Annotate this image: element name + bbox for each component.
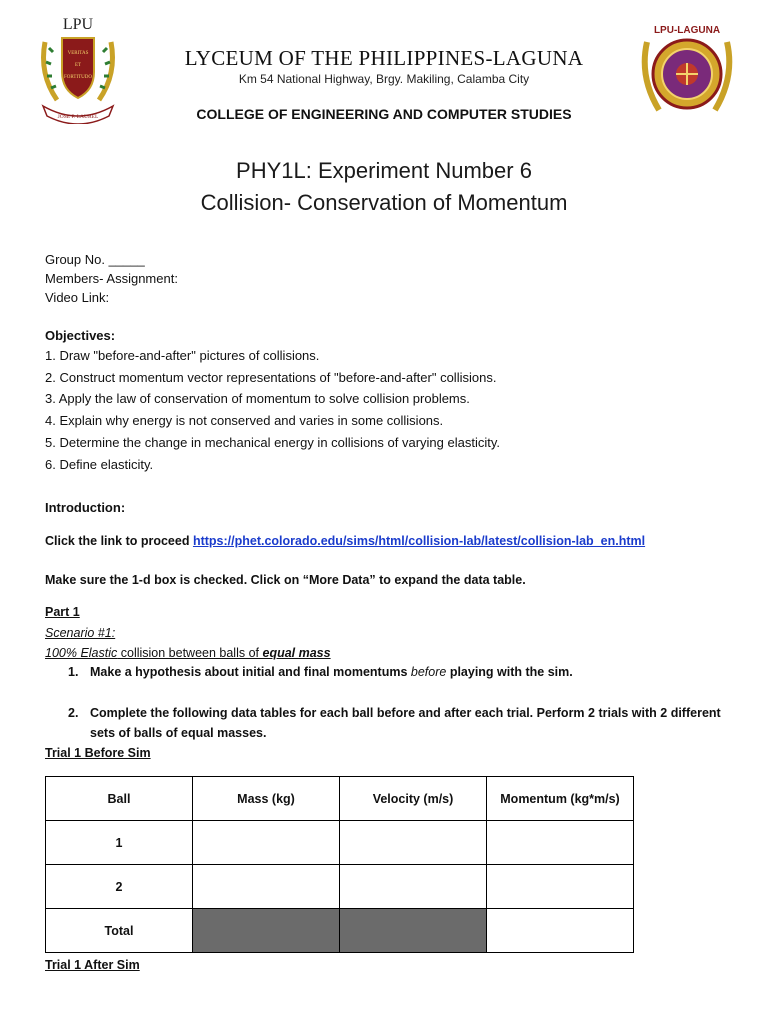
trial1-before-label: Trial 1 Before Sim: [45, 746, 151, 760]
step-number: 1.: [68, 665, 79, 679]
phet-simulation-link[interactable]: https://phet.colorado.edu/sims/html/collision-lab/latest/collision-lab_en.html: [192, 534, 646, 548]
cell-velocity[interactable]: [340, 821, 487, 865]
cell-velocity[interactable]: [340, 865, 487, 909]
cell-momentum[interactable]: [487, 865, 634, 909]
elastic-label: 100% Elastic: [45, 646, 118, 660]
lpu-laguna-logo-text: LPU-LAGUNA: [653, 25, 721, 36]
step-text: Make a hypothesis about initial and final momentums: [90, 665, 411, 679]
table-row: [46, 821, 634, 865]
step-number: 2.: [68, 706, 79, 720]
scenario-label: Scenario #1:: [45, 626, 116, 640]
table-row: [46, 865, 634, 909]
cell-shaded: [193, 909, 340, 953]
experiment-title: PHY1L: Experiment Number 6: [236, 158, 532, 183]
seal-ring-text: JOSE P. LAUREL: [57, 114, 99, 120]
cell-ball: 2: [46, 865, 193, 909]
seal-word-2: ET: [74, 63, 82, 68]
header-mass: Mass (kg): [193, 777, 340, 821]
objective-item: 3. Apply the law of conservation of momentum to solve collision problems.: [45, 391, 470, 406]
video-link-field: Video Link:: [45, 290, 110, 305]
objective-item: 6. Define elasticity.: [45, 457, 154, 472]
objective-item: 5. Determine the change in mechanical energy in collisions of varying elasticity.: [45, 435, 500, 450]
lpu-logo-text: LPU: [62, 16, 94, 33]
step-hypothesis: [90, 662, 730, 682]
desc-middle: collision between balls of: [117, 646, 263, 660]
step-complete-tables: Complete the following data tables for each ball before and after each trial. Perform 2 trials with 2 different sets of balls of equal masses.: [90, 706, 721, 740]
table-header-row: [46, 777, 634, 821]
cell-mass[interactable]: [193, 821, 340, 865]
cell-total-momentum[interactable]: [487, 909, 634, 953]
trial1-after-label: Trial 1 After Sim: [45, 958, 140, 972]
college-name: COLLEGE OF ENGINEERING AND COMPUTER STUDIES: [196, 106, 572, 122]
click-instruction: [45, 533, 645, 549]
introduction-heading: Introduction:: [45, 500, 126, 515]
data-table-note: Make sure the 1-d box is checked. Click on “More Data” to expand the data table.: [45, 573, 526, 587]
experiment-subtitle: Collision- Conservation of Momentum: [200, 190, 568, 215]
group-number-field: Group No. _____: [45, 252, 145, 267]
cell-shaded: [340, 909, 487, 953]
cell-momentum[interactable]: [487, 821, 634, 865]
cell-total-label: Total: [46, 909, 193, 953]
university-address: Km 54 National Highway, Brgy. Makiling, Calamba City: [238, 72, 530, 86]
header-momentum: Momentum (kg*m/s): [487, 777, 634, 821]
objective-item: 2. Construct momentum vector representations of "before-and-after" collisions.: [45, 370, 497, 385]
cell-ball: 1: [46, 821, 193, 865]
cell-mass[interactable]: [193, 865, 340, 909]
university-name: LYCEUM OF THE PHILIPPINES-LAGUNA: [184, 46, 584, 70]
equal-mass-label: equal mass: [262, 646, 331, 660]
step-emphasis: before: [410, 665, 447, 679]
objective-item: 1. Draw "before-and-after" pictures of collisions.: [45, 348, 320, 363]
members-assignment-field: Members- Assignment:: [45, 271, 178, 286]
part1-heading: Part 1: [45, 605, 80, 619]
seal-word-1: VERITAS: [67, 51, 89, 56]
trial1-before-table: [45, 776, 634, 953]
objectives-heading: Objectives:: [45, 328, 116, 343]
header-ball: Ball: [46, 777, 193, 821]
step-text: playing with the sim.: [446, 665, 573, 679]
scenario-description: [45, 645, 331, 661]
click-instruction-text: Click the link to proceed: [45, 534, 193, 548]
seal-word-3: FORTITUDO: [63, 75, 93, 80]
objective-item: 4. Explain why energy is not conserved and varies in some collisions.: [45, 413, 444, 428]
header-velocity: Velocity (m/s): [340, 777, 487, 821]
table-row-total: [46, 909, 634, 953]
